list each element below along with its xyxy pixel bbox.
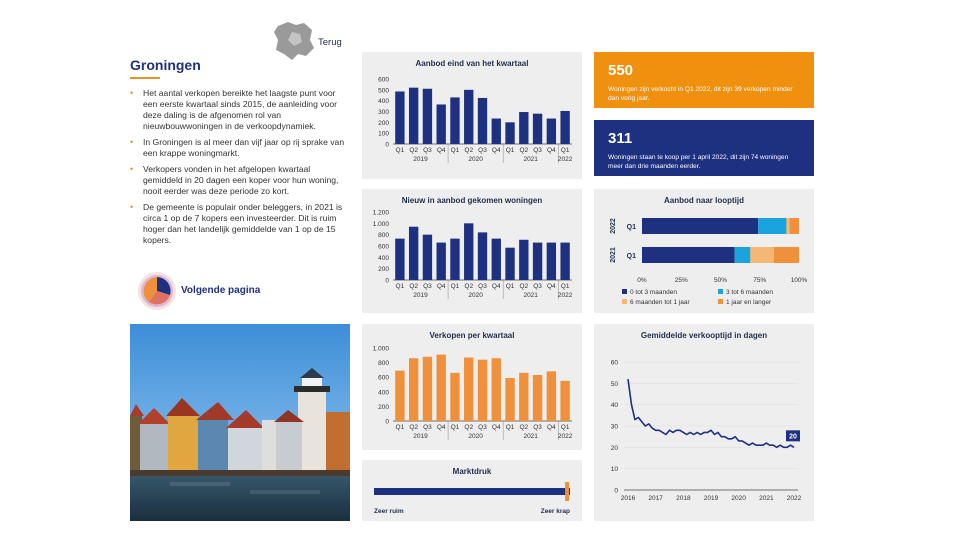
- x-tick-label: 2016: [620, 495, 636, 502]
- pie-chart-icon: [137, 271, 177, 311]
- x-tick-label: 75%: [753, 277, 767, 284]
- bar: [505, 378, 514, 421]
- y-tick-label: 30: [610, 423, 618, 431]
- kpi-for-sale-text: Woningen staan te koop per 1 april 2022, dit zijn 74 woningen meer dan drie maanden eerder.: [608, 154, 789, 170]
- x-tick-label: Q1: [505, 283, 515, 290]
- x-tick-label: 50%: [713, 277, 728, 284]
- x-tick-label: Q2: [409, 147, 418, 154]
- stacked-segment: [758, 218, 786, 234]
- legend-swatch: [718, 299, 723, 304]
- y-tick-label: 400: [378, 389, 389, 397]
- gauge-marker: [565, 482, 569, 501]
- legend-label: 1 jaar en langer: [726, 299, 772, 306]
- end-value-label: 20: [789, 433, 797, 441]
- chart-verkopen-title: Verkopen per kwartaal: [429, 331, 515, 340]
- bar: [560, 111, 569, 144]
- gauge-right-label: Zeer krap: [540, 508, 570, 515]
- legend-label: 6 maanden tot 1 jaar: [630, 299, 690, 306]
- title-underline: [130, 77, 160, 79]
- x-tick-label: Q1: [450, 147, 460, 154]
- x-tick-label: 2021: [759, 495, 774, 502]
- x-tick-label: Q2: [464, 147, 474, 154]
- x-tick-label: Q2: [519, 147, 529, 154]
- bar: [423, 89, 432, 144]
- x-tick-label: 2022: [786, 495, 802, 502]
- bar: [478, 232, 487, 280]
- legend-label: 3 tot 6 maanden: [726, 289, 773, 296]
- x-tick-label: Q4: [436, 424, 446, 431]
- bar: [464, 223, 473, 280]
- bar: [533, 243, 542, 280]
- x-tick-label: Q4: [436, 147, 446, 154]
- bullet-item: • Het aantal verkopen bereikte het laagste punt voor een eerste kwartaal sinds 2015, de aanleiding voor deze daling is de afgenomen rol van nieuwbouwwoningen in de verkoopdynamiek.: [130, 88, 352, 132]
- chart-aanbod: [362, 52, 582, 179]
- x-tick-label: Q3: [533, 424, 542, 431]
- y-tick-label: 1.000: [372, 220, 389, 228]
- bullet-item: • In Groningen is al meer dan vijf jaar op rij sprake van een krappe woningmarkt.: [130, 137, 352, 159]
- bar: [437, 104, 446, 144]
- x-tick-label: Q3: [423, 147, 432, 154]
- x-tick-label: Q4: [491, 283, 501, 290]
- year-label: 2019: [413, 156, 428, 163]
- groningen-houses-photo: [130, 324, 350, 521]
- stacked-segment: [786, 218, 789, 234]
- bar: [409, 88, 418, 144]
- stacked-segment: [642, 247, 735, 263]
- y-tick-label: 800: [378, 232, 389, 240]
- y-tick-label: 0: [385, 418, 389, 426]
- bar: [560, 243, 569, 280]
- bar: [464, 90, 473, 144]
- x-tick-label: Q3: [533, 147, 542, 154]
- chart-aanbod-title: Aanbod eind van het kwartaal: [415, 59, 529, 68]
- x-tick-label: Q2: [519, 424, 529, 431]
- y-tick-label: 200: [378, 266, 389, 274]
- row-quarter-label: Q1: [626, 253, 636, 260]
- y-tick-label: 500: [378, 87, 389, 95]
- bar: [395, 239, 404, 280]
- bar: [437, 355, 446, 421]
- row-year-label: 2022: [610, 218, 617, 234]
- year-label: 2020: [468, 433, 483, 440]
- bullet-item: • De gemeente is populair onder beleggers, in 2021 is circa 1 op de 7 kopers een investeerder. Dit is ruim hoger dan het landelijk gemiddelde van 1 op de 15 kopers.: [130, 202, 352, 246]
- x-tick-label: 0%: [637, 277, 647, 284]
- bar: [395, 371, 404, 421]
- back-link[interactable]: Terug: [318, 37, 342, 48]
- x-tick-label: Q1: [395, 283, 405, 290]
- x-tick-label: Q4: [491, 147, 501, 154]
- x-tick-label: Q2: [519, 283, 529, 290]
- bar: [464, 357, 473, 421]
- gauge-track: [374, 488, 570, 495]
- x-tick-label: Q4: [547, 147, 556, 154]
- x-tick-label: 2019: [703, 495, 719, 502]
- x-tick-label: Q1: [505, 147, 515, 154]
- year-label: 2019: [413, 433, 428, 440]
- x-tick-label: 25%: [674, 277, 688, 284]
- legend-swatch: [718, 289, 723, 294]
- year-label: 2022: [557, 156, 573, 163]
- series-line: [628, 379, 794, 447]
- year-label: 2022: [557, 433, 573, 440]
- y-tick-label: 600: [378, 374, 389, 382]
- bar: [423, 235, 432, 280]
- x-tick-label: Q4: [547, 283, 556, 290]
- bar: [450, 373, 459, 421]
- bar: [478, 98, 487, 144]
- y-tick-label: 200: [378, 403, 389, 411]
- stacked-segment: [642, 218, 758, 234]
- y-tick-label: 1.200: [372, 209, 389, 217]
- y-tick-label: 50: [610, 380, 618, 388]
- y-tick-label: 800: [378, 360, 389, 368]
- bar: [409, 227, 418, 280]
- next-page-label: Volgende pagina: [181, 285, 261, 296]
- y-tick-label: 400: [378, 254, 389, 262]
- bar: [423, 357, 432, 421]
- bar: [450, 97, 459, 144]
- summary-bullets: [130, 88, 352, 251]
- row-quarter-label: Q1: [626, 224, 636, 231]
- x-tick-label: Q3: [478, 424, 487, 431]
- y-tick-label: 400: [378, 98, 389, 106]
- bar: [505, 248, 514, 280]
- x-tick-label: Q2: [409, 424, 418, 431]
- bar: [409, 358, 418, 421]
- chart-verkopen-panel: [362, 324, 582, 450]
- x-tick-label: Q2: [409, 283, 418, 290]
- x-tick-label: Q3: [423, 283, 432, 290]
- bar: [492, 119, 501, 144]
- bullet-item: • Verkopers vonden in het afgelopen kwartaal gemiddeld in 20 dagen een koper voor hun woning, nooit eerder was deze periode zo kort.: [130, 164, 352, 197]
- year-label: 2020: [468, 292, 483, 299]
- x-tick-label: Q1: [560, 147, 570, 154]
- bar: [533, 375, 542, 421]
- x-tick-label: 2017: [648, 495, 663, 502]
- x-tick-label: Q3: [423, 424, 432, 431]
- chart-looptijd: [594, 189, 814, 313]
- kpi-for-sale-card: [594, 120, 814, 176]
- chart-looptijd-title: Aanbod naar looptijd: [664, 196, 744, 205]
- bar: [492, 239, 501, 280]
- y-tick-label: 0: [385, 277, 389, 285]
- chart-verkooptijd: [594, 324, 814, 521]
- stacked-segment: [774, 247, 799, 263]
- x-tick-label: Q2: [464, 424, 474, 431]
- bar: [505, 122, 514, 144]
- bar: [547, 371, 556, 421]
- bar: [560, 381, 569, 421]
- legend-swatch: [622, 299, 627, 304]
- bar: [492, 358, 501, 421]
- x-tick-label: Q1: [450, 283, 460, 290]
- x-tick-label: Q1: [505, 424, 515, 431]
- x-tick-label: 2020: [731, 495, 746, 502]
- bar: [437, 243, 446, 280]
- x-tick-label: Q3: [533, 283, 542, 290]
- y-tick-label: 300: [378, 109, 389, 116]
- kpi-sold-card: [594, 52, 814, 108]
- year-label: 2021: [523, 433, 538, 440]
- bar: [450, 239, 459, 280]
- stacked-segment: [750, 247, 774, 263]
- marktdruk-panel: [362, 460, 582, 521]
- x-tick-label: Q4: [547, 424, 556, 431]
- x-tick-label: Q4: [491, 424, 501, 431]
- x-tick-label: Q1: [560, 424, 570, 431]
- stacked-segment: [790, 218, 799, 234]
- y-tick-label: 20: [610, 444, 618, 452]
- chart-verkooptijd-title: Gemiddelde verkooptijd in dagen: [640, 331, 768, 340]
- x-tick-label: Q4: [436, 283, 446, 290]
- y-tick-label: 0: [614, 487, 618, 495]
- region-map-icon: [272, 20, 316, 64]
- chart-verkopen: [362, 324, 582, 450]
- x-tick-label: 100%: [790, 277, 808, 284]
- x-tick-label: Q1: [560, 283, 570, 290]
- year-label: 2020: [468, 156, 483, 163]
- y-tick-label: 100: [378, 130, 389, 138]
- bar: [547, 243, 556, 280]
- x-tick-label: Q1: [395, 147, 405, 154]
- chart-aanbod-panel: [362, 52, 582, 179]
- row-year-label: 2021: [610, 247, 617, 263]
- y-tick-label: 1.000: [372, 345, 389, 353]
- x-tick-label: 2018: [676, 495, 691, 502]
- next-page-button[interactable]: [137, 271, 287, 311]
- legend-swatch: [622, 289, 627, 294]
- y-tick-label: 600: [378, 76, 389, 84]
- bar: [478, 360, 487, 421]
- x-tick-label: Q1: [450, 424, 460, 431]
- bar: [533, 114, 542, 144]
- legend-label: 0 tot 3 maanden: [630, 289, 677, 296]
- chart-nieuw-panel: [362, 189, 582, 313]
- page-title: Groningen: [130, 57, 201, 73]
- kpi-sold-value: 550: [608, 62, 634, 79]
- year-label: 2022: [557, 292, 573, 299]
- x-tick-label: Q1: [395, 424, 405, 431]
- y-tick-label: 0: [385, 141, 389, 149]
- bar: [519, 112, 528, 144]
- bar: [395, 91, 404, 144]
- x-tick-label: Q3: [478, 147, 487, 154]
- kpi-for-sale-value: 311: [608, 130, 633, 147]
- chart-verkooptijd-panel: [594, 324, 814, 521]
- y-tick-label: 200: [378, 119, 389, 127]
- y-tick-label: 60: [610, 359, 618, 367]
- year-label: 2021: [523, 156, 538, 163]
- bar: [519, 373, 528, 421]
- year-label: 2021: [523, 292, 538, 299]
- marktdruk-title: Marktdruk: [452, 467, 492, 476]
- bar: [519, 240, 528, 280]
- stacked-segment: [735, 247, 751, 263]
- chart-nieuw-title: Nieuw in aanbod gekomen woningen: [401, 196, 543, 205]
- kpi-sold-text: Woningen zijn verkocht in Q1 2022, dit zijn 39 verkopen minder dan vorig jaar.: [608, 86, 793, 102]
- y-tick-label: 40: [610, 402, 618, 410]
- gauge-left-label: Zeer ruim: [374, 508, 404, 515]
- chart-looptijd-panel: [594, 189, 814, 313]
- marktdruk-gauge: [362, 460, 582, 521]
- bar: [547, 119, 556, 144]
- x-tick-label: Q2: [464, 283, 474, 290]
- y-tick-label: 10: [610, 466, 618, 474]
- year-label: 2019: [413, 292, 428, 299]
- chart-nieuw: [362, 189, 582, 313]
- y-tick-label: 600: [378, 243, 389, 251]
- x-tick-label: Q3: [478, 283, 487, 290]
